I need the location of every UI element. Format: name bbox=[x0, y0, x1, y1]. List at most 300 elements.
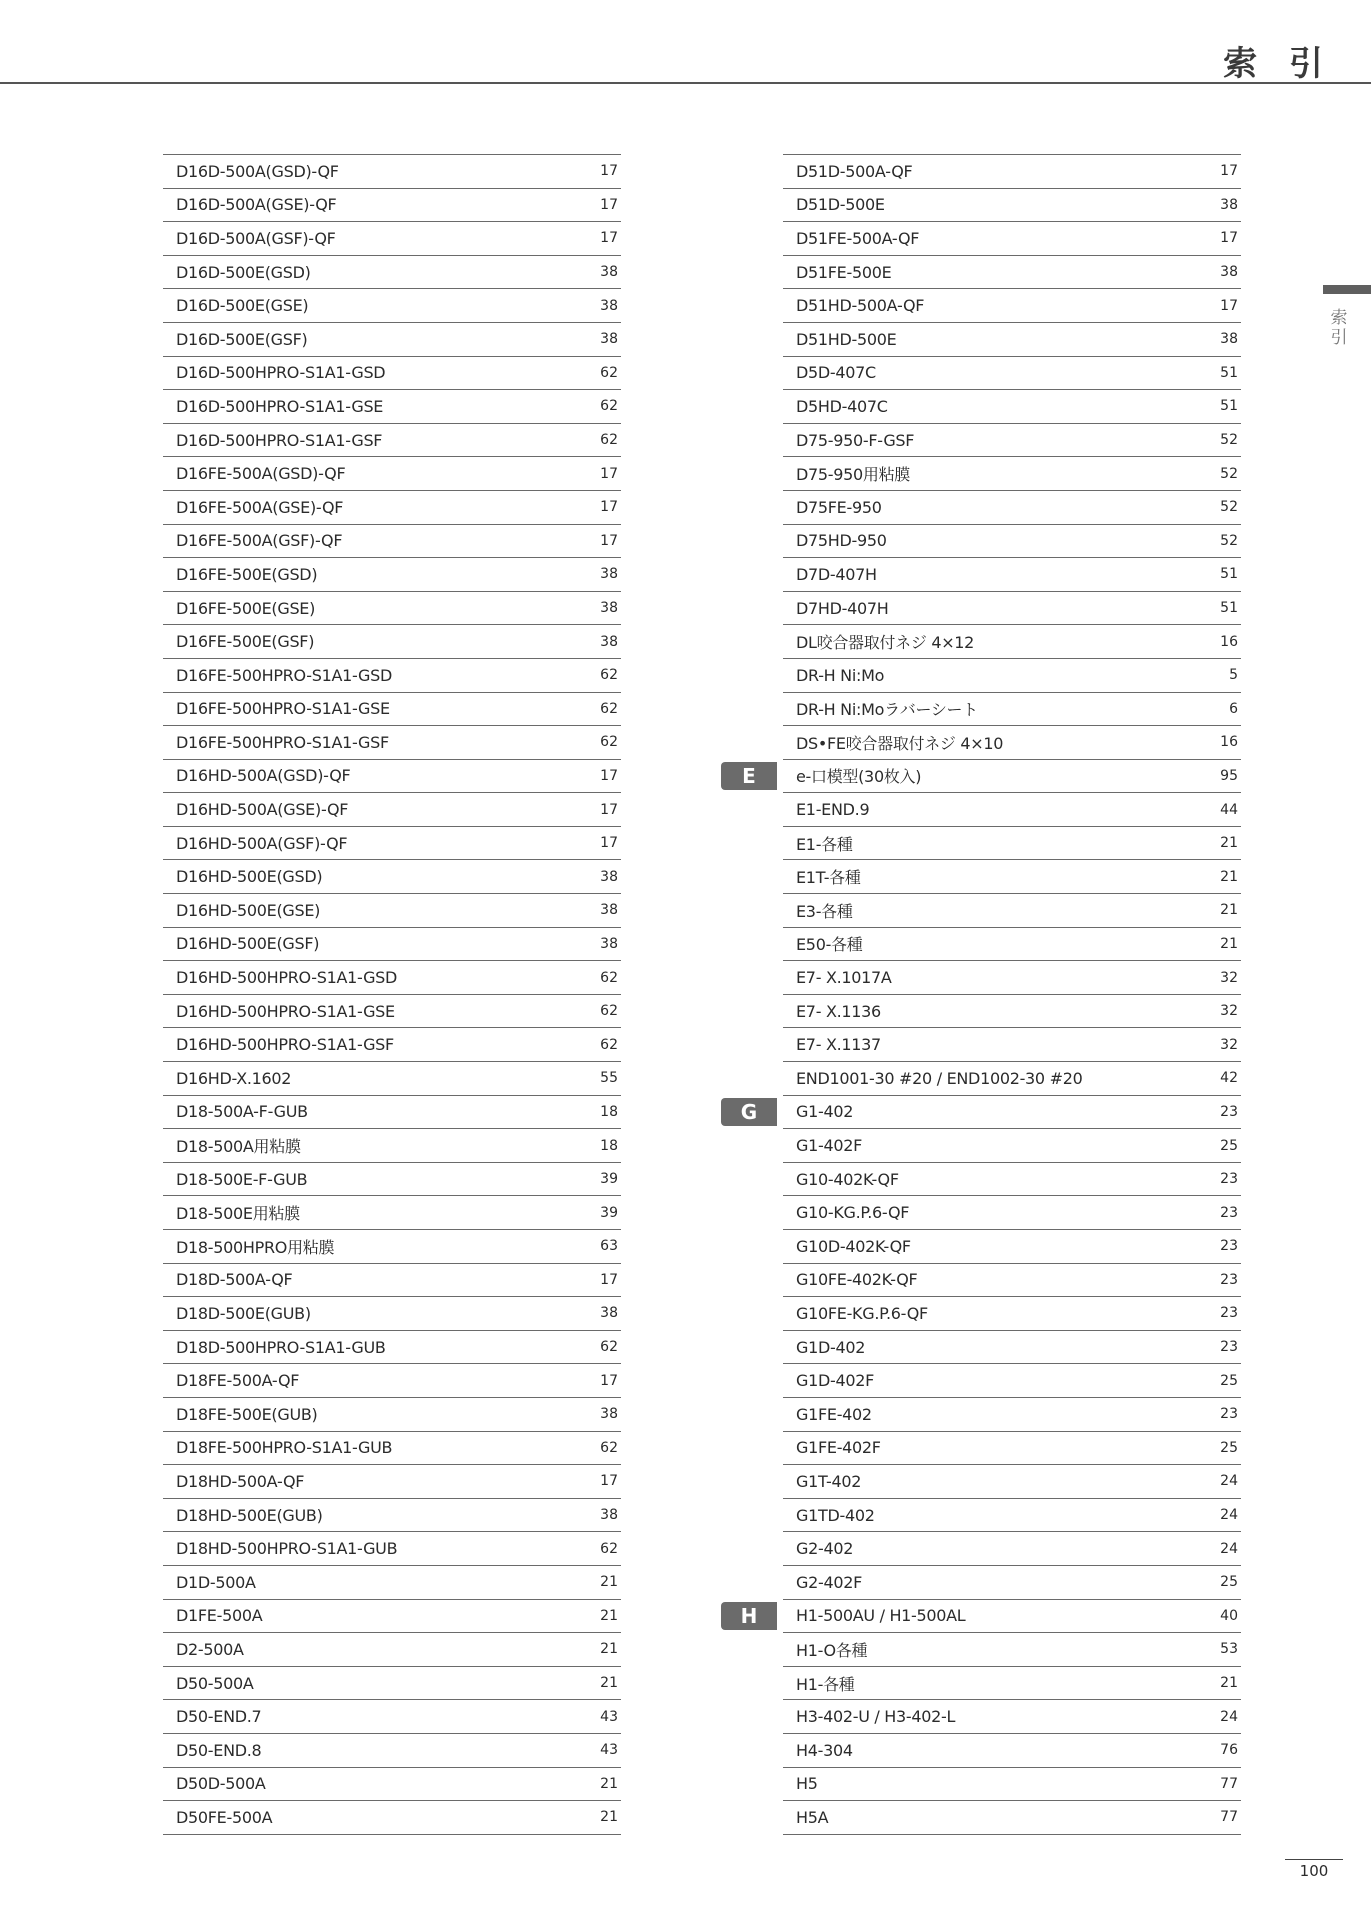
entry-page-number: 62 bbox=[600, 1003, 618, 1020]
entry-page-number: 39 bbox=[600, 1171, 618, 1188]
entry-page-number: 77 bbox=[1220, 1775, 1238, 1792]
entry-name: H1-O各種 bbox=[796, 1640, 868, 1660]
entry-page-number: 38 bbox=[600, 902, 618, 919]
entry-page-number: 62 bbox=[600, 364, 618, 381]
entry-page-number: 17 bbox=[600, 499, 618, 516]
entry-page-number: 63 bbox=[600, 1238, 618, 1255]
entry-name: G10FE-KG.P.6-QF bbox=[796, 1303, 928, 1323]
entry-page-number: 17 bbox=[1220, 230, 1238, 247]
entry-name: D16FE-500E(GSE) bbox=[176, 598, 316, 618]
entry-name: D51FE-500A-QF bbox=[796, 228, 920, 248]
index-entry bbox=[163, 1129, 621, 1163]
index-entry bbox=[163, 1600, 621, 1634]
entry-name: G10FE-402K-QF bbox=[796, 1270, 918, 1290]
entry-page-number: 17 bbox=[600, 1473, 618, 1490]
entry-name: D16HD-500HPRO-S1A1-GSE bbox=[176, 1001, 395, 1021]
index-entry bbox=[163, 1196, 621, 1230]
entry-page-number: 21 bbox=[600, 1574, 618, 1591]
entry-page-number: 62 bbox=[600, 700, 618, 717]
entry-name: D16D-500E(GSF) bbox=[176, 329, 308, 349]
entry-name: G10-402K-QF bbox=[796, 1169, 899, 1189]
page-title: 索 引 bbox=[1223, 44, 1333, 84]
index-entry bbox=[783, 424, 1241, 458]
entry-page-number: 17 bbox=[600, 801, 618, 818]
index-entry bbox=[783, 155, 1241, 189]
entry-name: H3-402-U / H3-402-L bbox=[796, 1707, 956, 1727]
index-entry bbox=[163, 625, 621, 659]
entry-page-number: 21 bbox=[1220, 835, 1238, 852]
index-entry bbox=[163, 1364, 621, 1398]
index-entry bbox=[783, 491, 1241, 525]
index-entry bbox=[783, 1633, 1241, 1667]
entry-name: D16FE-500A(GSE)-QF bbox=[176, 497, 344, 517]
entry-page-number: 51 bbox=[1220, 364, 1238, 381]
entry-page-number: 17 bbox=[600, 835, 618, 852]
entry-name: G2-402 bbox=[796, 1539, 854, 1559]
index-entry bbox=[783, 1264, 1241, 1298]
entry-name: D16D-500A(GSE)-QF bbox=[176, 195, 337, 215]
entry-name: E3-各種 bbox=[796, 901, 853, 921]
index-entry bbox=[783, 827, 1241, 861]
entry-name: D16FE-500HPRO-S1A1-GSE bbox=[176, 699, 390, 719]
index-entry bbox=[163, 390, 621, 424]
entry-page-number: 21 bbox=[600, 1775, 618, 1792]
entry-name: D16HD-500E(GSF) bbox=[176, 934, 320, 954]
index-entry bbox=[163, 659, 621, 693]
entry-name: D18D-500A-QF bbox=[176, 1270, 293, 1290]
entry-name: D75HD-950 bbox=[796, 531, 887, 551]
entry-page-number: 17 bbox=[600, 163, 618, 180]
index-entry bbox=[783, 592, 1241, 626]
index-entry bbox=[163, 693, 621, 727]
entry-page-number: 21 bbox=[1220, 1675, 1238, 1692]
entry-page-number: 43 bbox=[600, 1742, 618, 1759]
entry-name: DL咬合器取付ネジ 4×12 bbox=[796, 633, 975, 653]
entry-name: e-口模型(30枚入) bbox=[796, 767, 922, 787]
index-entry bbox=[783, 289, 1241, 323]
index-column-right bbox=[740, 154, 1241, 1835]
entry-name: G1D-402 bbox=[796, 1337, 866, 1357]
entry-page-number: 38 bbox=[600, 633, 618, 650]
entry-page-number: 53 bbox=[1220, 1641, 1238, 1658]
index-entry bbox=[783, 625, 1241, 659]
index-entry bbox=[783, 793, 1241, 827]
entry-name: D16D-500HPRO-S1A1-GSD bbox=[176, 363, 386, 383]
entry-name: E1-各種 bbox=[796, 834, 853, 854]
index-entry bbox=[783, 1297, 1241, 1331]
index-entry bbox=[783, 659, 1241, 693]
entry-name: H4-304 bbox=[796, 1740, 853, 1760]
entry-page-number: 76 bbox=[1220, 1742, 1238, 1759]
page-number: 100 bbox=[1285, 1859, 1343, 1883]
entry-page-number: 62 bbox=[600, 1036, 618, 1053]
index-entry bbox=[783, 1364, 1241, 1398]
index-entry bbox=[783, 1667, 1241, 1701]
index-entry bbox=[163, 1734, 621, 1768]
entry-name: D18HD-500A-QF bbox=[176, 1471, 305, 1491]
index-entry bbox=[163, 1331, 621, 1365]
index-entry bbox=[163, 1700, 621, 1734]
entry-name: D18-500A-F-GUB bbox=[176, 1102, 308, 1122]
entry-page-number: 32 bbox=[1220, 1036, 1238, 1053]
index-entry bbox=[783, 1028, 1241, 1062]
entry-page-number: 40 bbox=[1220, 1607, 1238, 1624]
index-entry bbox=[163, 1096, 621, 1130]
index-entry bbox=[783, 390, 1241, 424]
index-entry bbox=[783, 860, 1241, 894]
entry-name: D75FE-950 bbox=[796, 497, 882, 517]
index-entry bbox=[163, 1566, 621, 1600]
entry-page-number: 32 bbox=[1220, 969, 1238, 986]
entry-page-number: 62 bbox=[600, 432, 618, 449]
entry-page-number: 38 bbox=[600, 868, 618, 885]
entry-name: G1TD-402 bbox=[796, 1505, 875, 1525]
entry-page-number: 52 bbox=[1220, 465, 1238, 482]
index-entry bbox=[783, 894, 1241, 928]
entry-name: G1T-402 bbox=[796, 1471, 862, 1491]
entry-page-number: 38 bbox=[1220, 331, 1238, 348]
entry-name: D51D-500E bbox=[796, 195, 885, 215]
entry-name: D5HD-407C bbox=[796, 396, 888, 416]
entry-page-number: 38 bbox=[1220, 264, 1238, 281]
entry-name: D18D-500E(GUB) bbox=[176, 1303, 311, 1323]
entry-page-number: 21 bbox=[600, 1641, 618, 1658]
index-entry bbox=[783, 525, 1241, 559]
entry-name: D51FE-500E bbox=[796, 262, 892, 282]
entry-name: D18HD-500HPRO-S1A1-GUB bbox=[176, 1539, 398, 1559]
index-entry bbox=[783, 1398, 1241, 1432]
index-entry bbox=[163, 155, 621, 189]
entry-name: D18FE-500A-QF bbox=[176, 1371, 300, 1391]
entry-name: D50D-500A bbox=[176, 1774, 266, 1794]
entry-page-number: 23 bbox=[1220, 1406, 1238, 1423]
entry-name: D16HD-500A(GSD)-QF bbox=[176, 766, 351, 786]
entry-name: D16HD-500E(GSE) bbox=[176, 900, 321, 920]
entry-page-number: 32 bbox=[1220, 1003, 1238, 1020]
entry-name: G1FE-402 bbox=[796, 1404, 872, 1424]
entry-page-number: 21 bbox=[1220, 935, 1238, 952]
entry-name: D18-500A用粘膜 bbox=[176, 1137, 301, 1157]
index-entry bbox=[163, 726, 621, 760]
entry-page-number: 51 bbox=[1220, 398, 1238, 415]
index-entry bbox=[163, 860, 621, 894]
entry-page-number: 21 bbox=[600, 1675, 618, 1692]
index-entry bbox=[783, 357, 1241, 391]
index-entry bbox=[163, 189, 621, 223]
entry-name: G1-402F bbox=[796, 1136, 862, 1156]
index-entry bbox=[163, 1230, 621, 1264]
entry-name: D16HD-X.1602 bbox=[176, 1068, 292, 1088]
entry-name: G1-402 bbox=[796, 1102, 854, 1122]
index-entry bbox=[163, 1028, 621, 1062]
index-entry bbox=[163, 793, 621, 827]
entry-page-number: 62 bbox=[600, 667, 618, 684]
index-entry bbox=[783, 1465, 1241, 1499]
entry-name: D51HD-500A-QF bbox=[796, 296, 925, 316]
entry-page-number: 23 bbox=[1220, 1238, 1238, 1255]
entry-page-number: 6 bbox=[1229, 700, 1238, 717]
entry-page-number: 16 bbox=[1220, 633, 1238, 650]
entry-name: D75-950用粘膜 bbox=[796, 465, 910, 485]
entry-page-number: 62 bbox=[600, 1540, 618, 1557]
index-entry bbox=[163, 323, 621, 357]
entry-name: END1001-30 #20 / END1002-30 #20 bbox=[796, 1068, 1083, 1088]
index-entry bbox=[163, 222, 621, 256]
entry-name: G10-KG.P.6-QF bbox=[796, 1203, 910, 1223]
entry-page-number: 24 bbox=[1220, 1708, 1238, 1725]
entry-name: H1-500AU / H1-500AL bbox=[796, 1606, 966, 1626]
entry-page-number: 51 bbox=[1220, 566, 1238, 583]
index-entry bbox=[163, 289, 621, 323]
entry-name: E1-END.9 bbox=[796, 800, 870, 820]
index-entry bbox=[163, 961, 621, 995]
entry-name: E7- X.1017A bbox=[796, 968, 892, 988]
entry-name: H5 bbox=[796, 1774, 818, 1794]
entry-page-number: 38 bbox=[1220, 196, 1238, 213]
entry-page-number: 25 bbox=[1220, 1372, 1238, 1389]
index-entry bbox=[742, 760, 1241, 794]
index-entry bbox=[783, 961, 1241, 995]
entry-page-number: 24 bbox=[1220, 1473, 1238, 1490]
entry-page-number: 38 bbox=[600, 264, 618, 281]
entry-page-number: 38 bbox=[600, 331, 618, 348]
index-entry bbox=[163, 1667, 621, 1701]
section-letter-badge: G bbox=[721, 1098, 777, 1126]
side-tab-label: 索引 bbox=[1330, 308, 1348, 348]
index-entry bbox=[163, 424, 621, 458]
entry-name: D50-500A bbox=[176, 1673, 254, 1693]
index-entry bbox=[783, 1734, 1241, 1768]
entry-page-number: 17 bbox=[1220, 297, 1238, 314]
section-letter-badge: E bbox=[721, 762, 777, 790]
index-entry bbox=[163, 256, 621, 290]
index-entry bbox=[783, 256, 1241, 290]
entry-page-number: 21 bbox=[1220, 868, 1238, 885]
entry-name: D7HD-407H bbox=[796, 598, 889, 618]
index-entry bbox=[783, 1230, 1241, 1264]
entry-page-number: 21 bbox=[1220, 902, 1238, 919]
index-entry bbox=[783, 1566, 1241, 1600]
index-entry bbox=[783, 457, 1241, 491]
entry-name: DR-H Ni:Moラバーシート bbox=[796, 700, 978, 720]
entry-page-number: 17 bbox=[600, 196, 618, 213]
entry-name: D5D-407C bbox=[796, 363, 876, 383]
entry-page-number: 62 bbox=[600, 734, 618, 751]
entry-name: D16D-500E(GSE) bbox=[176, 296, 309, 316]
entry-page-number: 17 bbox=[1220, 163, 1238, 180]
entry-page-number: 77 bbox=[1220, 1809, 1238, 1826]
entry-page-number: 24 bbox=[1220, 1507, 1238, 1524]
index-entry bbox=[740, 1096, 1241, 1130]
entry-name: D51HD-500E bbox=[796, 329, 897, 349]
entry-name: E7- X.1137 bbox=[796, 1035, 881, 1055]
index-entry bbox=[783, 1801, 1241, 1835]
index-entry bbox=[783, 222, 1241, 256]
entry-page-number: 17 bbox=[600, 230, 618, 247]
entry-name: D16FE-500E(GSF) bbox=[176, 632, 315, 652]
index-entry bbox=[783, 1196, 1241, 1230]
entry-page-number: 62 bbox=[600, 398, 618, 415]
entry-name: D50FE-500A bbox=[176, 1807, 273, 1827]
index-entry bbox=[163, 558, 621, 592]
entry-page-number: 38 bbox=[600, 1507, 618, 1524]
index-entry bbox=[783, 1331, 1241, 1365]
header-rule bbox=[0, 82, 1371, 84]
entry-name: D1D-500A bbox=[176, 1572, 256, 1592]
index-entry bbox=[783, 995, 1241, 1029]
entry-name: D16HD-500HPRO-S1A1-GSF bbox=[176, 1035, 394, 1055]
entry-page-number: 55 bbox=[600, 1070, 618, 1087]
entry-page-number: 62 bbox=[600, 969, 618, 986]
index-entry bbox=[163, 760, 621, 794]
index-entry bbox=[163, 525, 621, 559]
entry-name: D16FE-500HPRO-S1A1-GSF bbox=[176, 732, 389, 752]
index-entry bbox=[740, 1600, 1241, 1634]
index-entry bbox=[163, 1163, 621, 1197]
entry-name: D50-END.8 bbox=[176, 1740, 262, 1760]
entry-name: D51D-500A-QF bbox=[796, 161, 913, 181]
index-entry bbox=[163, 457, 621, 491]
index-entry bbox=[163, 1398, 621, 1432]
index-entry bbox=[783, 928, 1241, 962]
entry-page-number: 21 bbox=[600, 1607, 618, 1624]
entry-page-number: 24 bbox=[1220, 1540, 1238, 1557]
entry-name: H5A bbox=[796, 1807, 829, 1827]
entry-page-number: 18 bbox=[600, 1103, 618, 1120]
index-entry bbox=[163, 1297, 621, 1331]
index-entry bbox=[163, 1499, 621, 1533]
entry-name: G10D-402K-QF bbox=[796, 1236, 911, 1256]
index-entry bbox=[163, 995, 621, 1029]
entry-name: D16D-500E(GSD) bbox=[176, 262, 311, 282]
entry-name: D50-END.7 bbox=[176, 1707, 262, 1727]
index-entry bbox=[163, 1465, 621, 1499]
index-entry bbox=[163, 1768, 621, 1802]
entry-page-number: 38 bbox=[600, 566, 618, 583]
entry-name: G2-402F bbox=[796, 1572, 862, 1592]
index-entry bbox=[163, 1532, 621, 1566]
entry-page-number: 23 bbox=[1220, 1103, 1238, 1120]
entry-page-number: 42 bbox=[1220, 1070, 1238, 1087]
entry-name: D1FE-500A bbox=[176, 1606, 263, 1626]
index-column-left bbox=[163, 154, 621, 1835]
entry-page-number: 16 bbox=[1220, 734, 1238, 751]
entry-page-number: 38 bbox=[600, 600, 618, 617]
entry-name: E7- X.1136 bbox=[796, 1001, 881, 1021]
entry-name: D18D-500HPRO-S1A1-GUB bbox=[176, 1337, 386, 1357]
entry-page-number: 23 bbox=[1220, 1339, 1238, 1356]
index-entry bbox=[783, 1768, 1241, 1802]
entry-page-number: 23 bbox=[1220, 1171, 1238, 1188]
index-entry bbox=[163, 928, 621, 962]
index-entry bbox=[163, 1264, 621, 1298]
entry-name: D16FE-500E(GSD) bbox=[176, 564, 318, 584]
index-entry bbox=[783, 189, 1241, 223]
index-entry bbox=[163, 357, 621, 391]
entry-name: G1FE-402F bbox=[796, 1438, 881, 1458]
entry-page-number: 25 bbox=[1220, 1137, 1238, 1154]
entry-page-number: 52 bbox=[1220, 432, 1238, 449]
entry-name: D75-950-F-GSF bbox=[796, 430, 915, 450]
index-entry bbox=[783, 323, 1241, 357]
index-entry bbox=[783, 1129, 1241, 1163]
entry-name: D18FE-500HPRO-S1A1-GUB bbox=[176, 1438, 393, 1458]
side-tab-bar bbox=[1323, 285, 1371, 294]
index-entry bbox=[163, 592, 621, 626]
entry-name: D16D-500A(GSF)-QF bbox=[176, 228, 336, 248]
entry-page-number: 38 bbox=[600, 935, 618, 952]
entry-page-number: 62 bbox=[600, 1439, 618, 1456]
entry-page-number: 23 bbox=[1220, 1271, 1238, 1288]
entry-page-number: 43 bbox=[600, 1708, 618, 1725]
entry-page-number: 21 bbox=[600, 1809, 618, 1826]
index-entry bbox=[783, 693, 1241, 727]
entry-page-number: 17 bbox=[600, 1372, 618, 1389]
index-entry bbox=[783, 1499, 1241, 1533]
entry-name: D18-500E-F-GUB bbox=[176, 1169, 308, 1189]
entry-page-number: 5 bbox=[1229, 667, 1238, 684]
index-entry bbox=[783, 558, 1241, 592]
index-entry bbox=[163, 894, 621, 928]
entry-name: DS•FE咬合器取付ネジ 4×10 bbox=[796, 733, 1004, 753]
entry-page-number: 38 bbox=[600, 297, 618, 314]
entry-name: DR-H Ni:Mo bbox=[796, 665, 885, 685]
entry-name: E1T-各種 bbox=[796, 868, 861, 888]
index-entry bbox=[783, 726, 1241, 760]
entry-name: D16HD-500A(GSE)-QF bbox=[176, 800, 349, 820]
entry-page-number: 25 bbox=[1220, 1574, 1238, 1591]
entry-page-number: 52 bbox=[1220, 499, 1238, 516]
entry-page-number: 23 bbox=[1220, 1305, 1238, 1322]
entry-name: D7D-407H bbox=[796, 564, 877, 584]
entry-page-number: 25 bbox=[1220, 1439, 1238, 1456]
entry-page-number: 51 bbox=[1220, 600, 1238, 617]
entry-name: D16FE-500HPRO-S1A1-GSD bbox=[176, 665, 393, 685]
entry-name: D16HD-500HPRO-S1A1-GSD bbox=[176, 968, 398, 988]
entry-name: E50-各種 bbox=[796, 935, 863, 955]
index-entry bbox=[163, 1633, 621, 1667]
entry-name: D16FE-500A(GSD)-QF bbox=[176, 464, 346, 484]
entry-page-number: 39 bbox=[600, 1204, 618, 1221]
index-entry bbox=[163, 491, 621, 525]
entry-name: D16HD-500E(GSD) bbox=[176, 867, 323, 887]
entry-name: G1D-402F bbox=[796, 1371, 875, 1391]
section-letter-badge: H bbox=[721, 1602, 777, 1630]
entry-page-number: 44 bbox=[1220, 801, 1238, 818]
entry-page-number: 17 bbox=[600, 1271, 618, 1288]
entry-page-number: 23 bbox=[1220, 1204, 1238, 1221]
entry-name: D18-500HPRO用粘膜 bbox=[176, 1237, 335, 1257]
index-entry bbox=[783, 1163, 1241, 1197]
entry-page-number: 38 bbox=[600, 1406, 618, 1423]
entry-name: D18FE-500E(GUB) bbox=[176, 1404, 318, 1424]
index-entry bbox=[783, 1532, 1241, 1566]
entry-name: D16D-500HPRO-S1A1-GSE bbox=[176, 396, 384, 416]
index-entry bbox=[163, 827, 621, 861]
index-entry bbox=[783, 1432, 1241, 1466]
entry-page-number: 52 bbox=[1220, 532, 1238, 549]
entry-page-number: 17 bbox=[600, 532, 618, 549]
index-entry bbox=[163, 1801, 621, 1835]
index-entry bbox=[783, 1700, 1241, 1734]
entry-name: D2-500A bbox=[176, 1639, 244, 1659]
entry-page-number: 62 bbox=[600, 1339, 618, 1356]
index-entry bbox=[783, 1062, 1241, 1096]
entry-name: D16FE-500A(GSF)-QF bbox=[176, 531, 343, 551]
entry-page-number: 17 bbox=[600, 465, 618, 482]
entry-name: D16HD-500A(GSF)-QF bbox=[176, 833, 348, 853]
entry-name: D18-500E用粘膜 bbox=[176, 1204, 300, 1224]
